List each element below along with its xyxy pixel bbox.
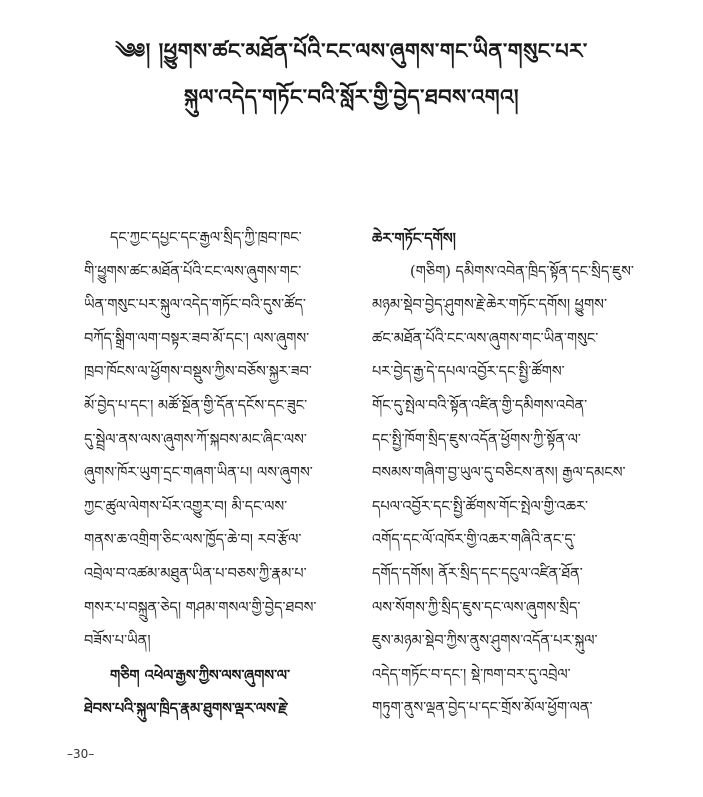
left-line: བཀོད་སྒྲིག་ལག་བསྟར་ཟབ་མོ་དང་། ལས་ཞུགས་ xyxy=(84,330,310,347)
left-line: དུ་སྦྲེལ་ནས་ལས་ཞུགས་ཀོ་སྐབས་མང་ཞིང་ལས་ xyxy=(84,431,307,448)
left-line: འབྲེལ་བ་འཚམ་མཐུན་ཡིན་པ་བཅས་ཀྱི་རྣམ་པ་ xyxy=(84,565,307,582)
left-line: མོ་བྱེད་པ་དང་། མཚོ་སྔོན་གྱི་དོན་དངོས་དང་ཟུང་ xyxy=(84,397,308,414)
section-heading: ཆེར་གཏོང་དགོས། xyxy=(372,230,456,247)
title-line-1: ༄༅། །ཕྱུགས་ཚང་མཐོན་པོའི་ངང་ལས་ཞུགས་གང་ཡིན་གསུང་པར་ xyxy=(115,38,588,63)
right-line: དང་སྤྱི་ཁོག་སྲིད་ཇུས་འདོན་ཕྱོགས་ཀྱི་སྟོན་ལ་ xyxy=(372,431,581,448)
title-line-2: སྐུལ་འདེད་གཏོང་བའི་སློར་གྱི་བྱེད་ཐབས་འགའ། xyxy=(184,84,519,109)
section-heading: ཐེབས་པའི་སྐུལ་ཁྲིད་རྣམ་ཐུགས་ལྡར་ལས་རྗེ་ xyxy=(84,700,289,718)
left-line: གསར་པ་བསྐྲུན་ཅེད། གཤམ་གསལ་གྱི་བྱེད་ཐབས་ xyxy=(84,599,317,616)
right-line: གོང་དུ་སྤེལ་བའི་སྟོན་འཛིན་གྱི་དམིགས་འབེན་ xyxy=(372,397,588,414)
right-column xyxy=(372,222,640,726)
right-line: བསམས་གཞིག་བྱ་ཡུལ་དུ་བཅིངས་ནས། རྒྱལ་དམངས་ xyxy=(372,465,626,482)
left-line: དང་ཀྱང་དཔྱང་དང་རྒྱལ་སྲིད་ཀྱི་ཁྲབ་ཁང་ xyxy=(110,230,302,246)
left-line: ཡིན་གསུང་པར་སྐུལ་འདེད་གཏོང་བའི་དུས་ཚོད་ xyxy=(84,297,306,314)
left-line: གནས་ཆ་འགྲིག་ཅིང་ལས་ཁྱོད་ཆེ་བ། རབ་རྩོལ་ xyxy=(84,532,302,549)
left-line: ཀྱང་ཚུལ་ལེགས་པོར་འགྱུར་བ། མི་དང་ལས་ xyxy=(84,498,288,515)
right-line: དཔལ་འབྱོར་དང་སྤྱི་ཚོགས་གོང་སྤེལ་གྱི་འཆར་ xyxy=(372,498,589,515)
right-line: ཚང་མཐོན་པོའི་ངང་ལས་ཞུགས་གང་ཡིན་གསུང་ xyxy=(372,330,599,347)
right-line: འདེད་གཏོང་བ་དང་། སྡེ་ཁག་བར་དུ་འབྲེལ་ xyxy=(372,666,571,683)
right-line: དགོད་དགོས། ནོར་སྲིད་དང་དངུལ་འཛིན་ཐོན་ xyxy=(372,565,583,582)
right-line: པར་བྱེད་རྒྱ་དེ་དཔལ་འབྱོར་དང་སྤྱི་ཚོགས་ xyxy=(372,364,565,381)
page-number: –30– xyxy=(67,747,95,761)
left-line: ཞུགས་ཁོར་ཡུག་དྲང་གཞག་ཡིན་པ། ལས་ཞུགས་ xyxy=(84,465,313,482)
right-line: མཉམ་སྡེབ་བྱེད་ཤུགས་རྗེ་ཆེར་གཏོང་དགོས། ཕྱུགས་ xyxy=(372,297,608,314)
left-line: ཁྲབ་ཁོངས་ལ་ཕྱོགས་བསྡུས་ཀྱིས་བཅོས་སྐྱར་ཟབ་ xyxy=(84,364,312,381)
right-line: (གཅིག) དམིགས་འབེན་ཁྲིད་སྟོན་དང་སྲིད་ཇུས་ xyxy=(410,263,634,280)
right-line: གཏུག་ནུས་ལྡན་བྱེད་པ་དང་གྲོས་མོལ་ཕྱོག་ལན་ xyxy=(372,700,593,717)
right-line: ཇུས་མཉམ་སྡེབ་ཀྱིས་ནུས་ཤུགས་འདོན་པར་སྐུལ་ xyxy=(372,633,598,650)
left-column xyxy=(84,222,346,726)
right-line: ལས་སོགས་ཀྱི་སྲིད་ཇུས་དང་ལས་ཞུགས་སྲིད་ xyxy=(372,599,581,616)
section-heading: གཅིག འཕེལ་རྒྱས་ཀྱིས་ལས་ཞུགས་ལ་ xyxy=(110,666,290,684)
right-line: འགོད་དང་ལོ་འཁོར་གྱི་འཆར་གཞིའི་ནང་དུ་ xyxy=(372,532,576,549)
left-line: གི་ཕྱུགས་ཚང་མཐོན་པོའི་ངང་ལས་ཞུགས་གང་ xyxy=(84,263,302,280)
left-line: བཟོས་པ་ཡིན། xyxy=(84,633,151,650)
